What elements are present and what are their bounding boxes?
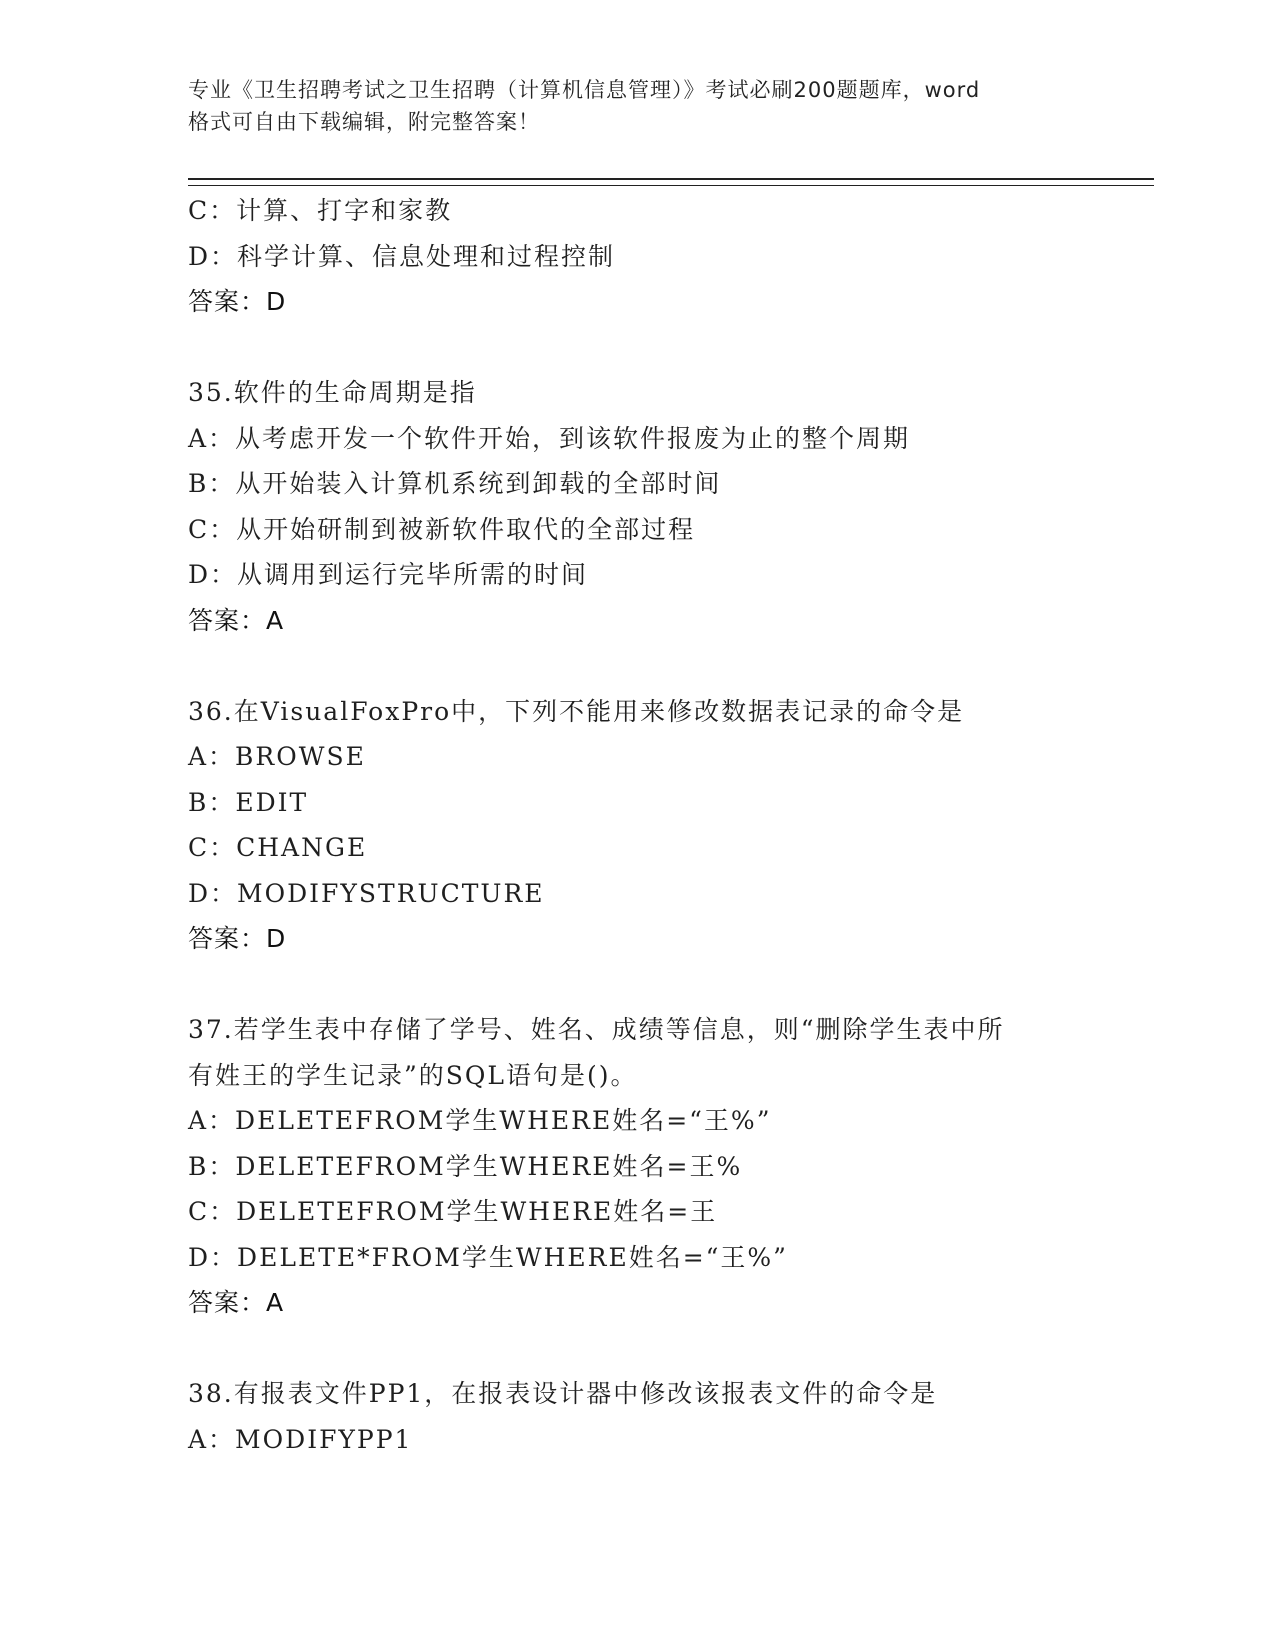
question-34-continued — [188, 188, 1148, 325]
option-a: A：MODIFYPP1 — [188, 1424, 413, 1454]
page-header — [188, 74, 1088, 138]
option-a: A：DELETEFROM学生WHERE姓名=“王%” — [188, 1106, 772, 1135]
spacer — [188, 962, 1148, 1007]
option-a: A：BROWSE — [188, 742, 366, 771]
question-stem: 36.在VisualFoxPro中，下列不能用来修改数据表记录的命令是 — [188, 696, 965, 726]
header-line-2: 格式可自由下载编辑，附完整答案！ — [188, 110, 540, 134]
header-divider — [188, 178, 1154, 186]
question-36 — [188, 689, 1148, 963]
question-38 — [188, 1371, 1148, 1462]
answer-line: 答案：A — [188, 605, 285, 635]
question-stem: 38.有报表文件PP1，在报表设计器中修改该报表文件的命令是 — [188, 1379, 938, 1408]
answer-line: 答案：A — [188, 1288, 285, 1317]
question-stem-line-2: 有姓王的学生记录”的SQL语句是()。 — [188, 1060, 638, 1090]
spacer — [188, 325, 1148, 370]
option-d: D：科学计算、信息处理和过程控制 — [188, 241, 616, 271]
question-list — [188, 188, 1148, 1462]
option-d: D：DELETE*FROM学生WHERE姓名=“王%” — [188, 1242, 788, 1272]
option-b: B：从开始装入计算机系统到卸载的全部时间 — [188, 469, 722, 498]
question-stem-line-1: 37.若学生表中存储了学号、姓名、成绩等信息，则“删除学生表中所 — [188, 1015, 1005, 1044]
question-stem: 35.软件的生命周期是指 — [188, 378, 477, 407]
option-d: D：从调用到运行完毕所需的时间 — [188, 560, 589, 589]
option-b: B：EDIT — [188, 787, 309, 817]
header-line-1: 专业《卫生招聘考试之卫生招聘（计算机信息管理）》考试必刷200题题库，word — [188, 78, 981, 102]
option-c: C：DELETEFROM学生WHERE姓名=王 — [188, 1197, 718, 1226]
spacer — [188, 1326, 1148, 1371]
option-c: C：计算、打字和家教 — [188, 196, 453, 225]
option-c: C：从开始研制到被新软件取代的全部过程 — [188, 514, 696, 544]
answer-line: 答案：D — [188, 287, 287, 316]
option-d: D：MODIFYSTRUCTURE — [188, 878, 545, 908]
option-a: A：从考虑开发一个软件开始，到该软件报废为止的整个周期 — [188, 423, 911, 453]
option-c: C：CHANGE — [188, 833, 368, 862]
question-37 — [188, 1007, 1148, 1326]
option-b: B：DELETEFROM学生WHERE姓名=王% — [188, 1151, 743, 1181]
spacer — [188, 644, 1148, 689]
answer-line: 答案：D — [188, 924, 287, 953]
question-35 — [188, 370, 1148, 644]
